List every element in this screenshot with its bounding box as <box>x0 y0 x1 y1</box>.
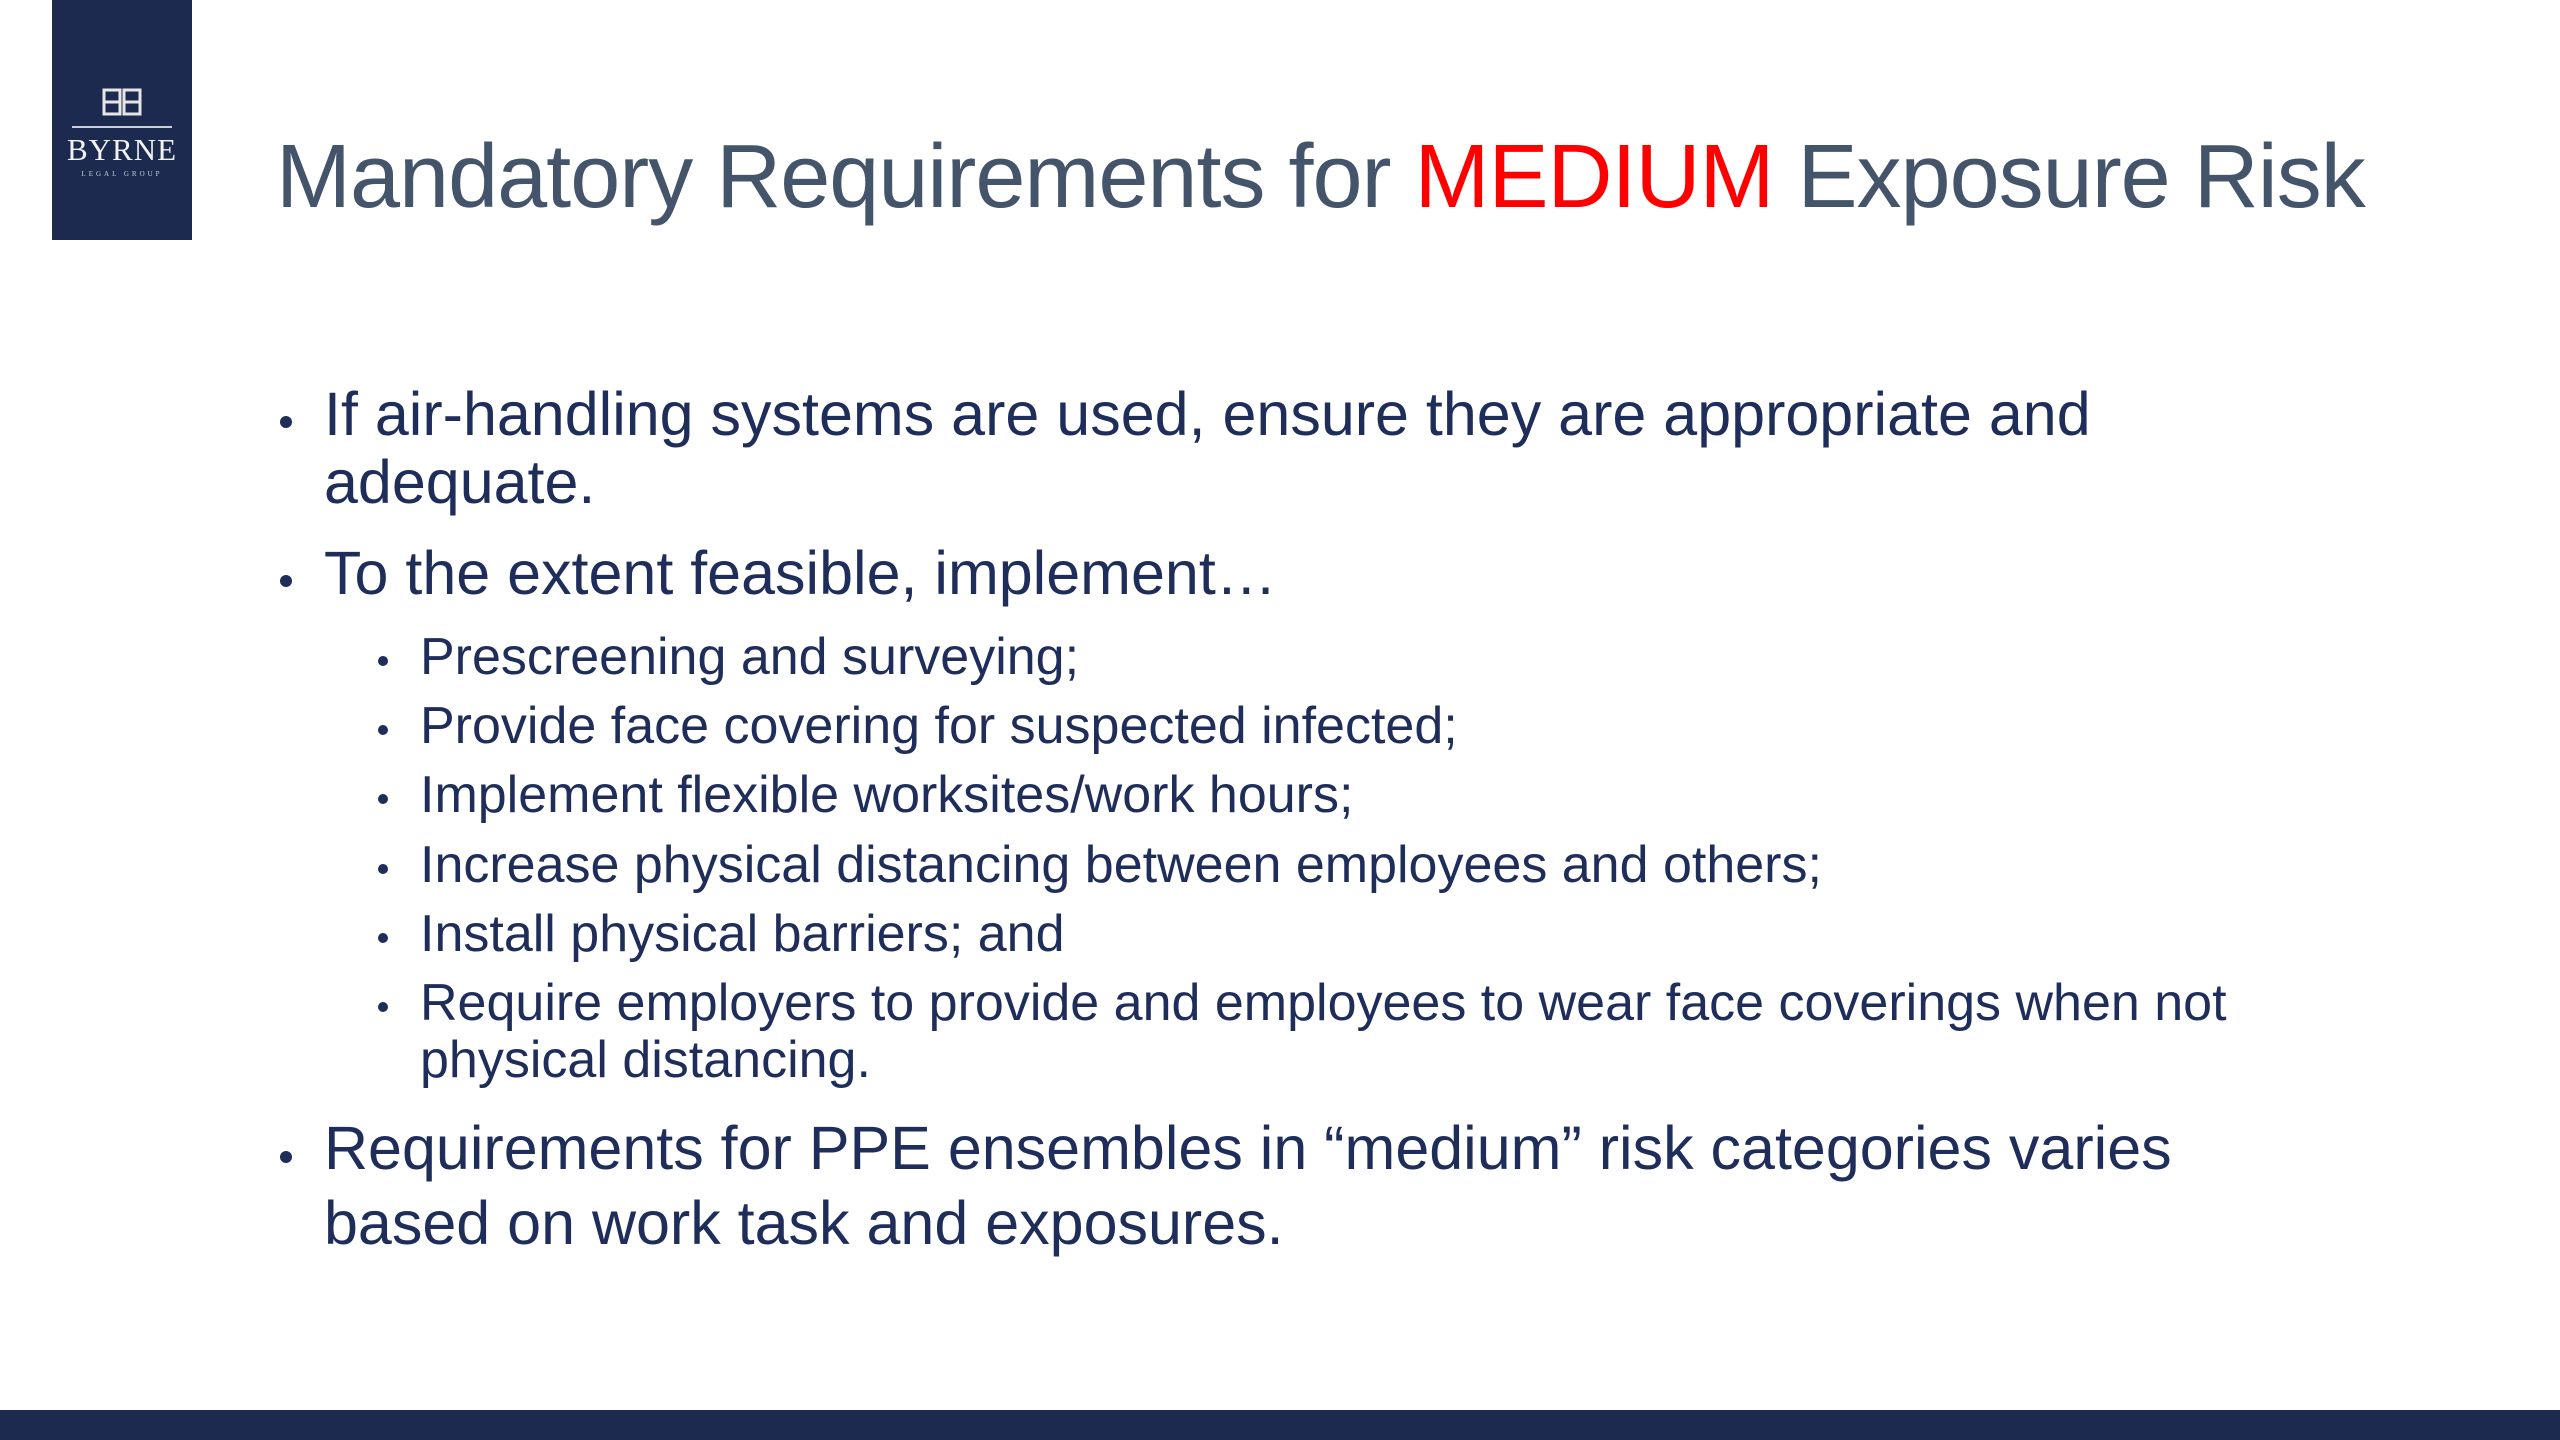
sub-bullet-face-covering: Provide face covering for suspected infected; <box>420 698 2316 755</box>
bullet-air-handling: If air-handling systems are used, ensure they are appropriate and adequate. <box>276 380 2316 517</box>
title-suffix: Exposure Risk <box>1773 127 2365 227</box>
bullet-ppe-requirements: Requirements for PPE ensembles in “medium” risk categories varies based on work task and exposures. <box>276 1111 2316 1260</box>
bullet-list <box>276 380 2316 1282</box>
sub-bullet-flexible-worksites: Implement flexible worksites/work hours; <box>420 767 2316 824</box>
sub-bullet-physical-barriers: Install physical barriers; and <box>420 906 2316 963</box>
footer-band <box>0 1410 2560 1440</box>
slide-title <box>276 128 2365 227</box>
bullet-implement: To the extent feasible, implement… <box>276 539 2316 607</box>
bb-monogram-icon <box>102 88 142 116</box>
logo-name: BYRNE <box>66 132 178 167</box>
sub-bullet-physical-distancing: Increase physical distancing between employees and others; <box>420 837 2316 894</box>
title-prefix: Mandatory Requirements for <box>276 127 1415 227</box>
sub-bullet-face-coverings-required: Require employers to provide and employees to wear face coverings when not physical distancing. <box>420 975 2316 1089</box>
sub-bullet-prescreening: Prescreening and surveying; <box>420 629 2316 686</box>
logo-divider <box>72 126 172 128</box>
sub-bullet-list <box>276 629 2316 1089</box>
byrne-logo <box>52 0 192 240</box>
logo-subtitle: LEGAL GROUP <box>81 170 163 178</box>
title-highlight: MEDIUM <box>1414 127 1774 227</box>
